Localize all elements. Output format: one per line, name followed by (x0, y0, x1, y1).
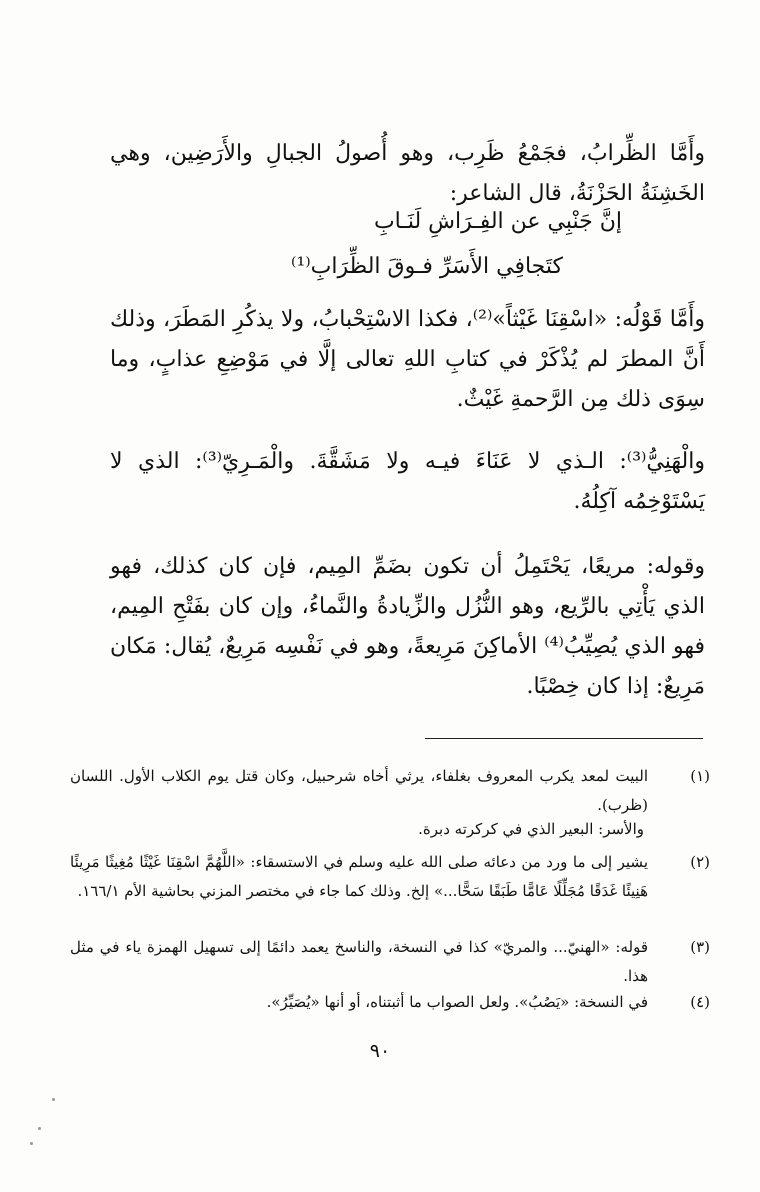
footnote-text: البيت لمعد يكرب المعروف بغلفاء، يرثي أخاه شرحبيل، وكان قتل يوم الكلاب الأول. اللسان (ظرب). (70, 767, 648, 814)
page-number: ٩٠ (369, 1040, 391, 1062)
paragraph-zirab: وأَمَّا الظِّرابُ، فجَمْعُ ظَرِب، وهو أُصولُ الجبالِ والأَرَضِين، وهي الخَشِنَةُ الحَزْنَةُ، قال الشاعر: (110, 141, 705, 206)
footnote-text: يشير إلى ما ورد من دعائه صلى الله عليه وسلم في الاستسقاء: «اللَّهُمَّ اسْقِنَا غَيْثًا مُغِيثًا مَرِيئًا هَنِيئًا غَدَقًا مُجَلِّلًا عَامًّا طَبَقًا سَحًّا...» إلخ. وذلك كما جاء في مختصر المزني بحاشية الأم ١٦٦/١. (70, 853, 648, 900)
footnote-2 (70, 848, 710, 906)
footnote-number: (٤) (690, 993, 710, 1011)
scan-speck (52, 1098, 55, 1101)
scan-speck (30, 1142, 33, 1145)
footnote-1 (70, 762, 710, 820)
footnote-text: قوله: «الهنيّ... والمريّ» كذا في النسخة، والناسخ يعمد دائمًا إلى تسهيل الهمزة ياء في مثل هذا. (70, 938, 648, 985)
paragraph-isqina: وأَمَّا قَوْلُه: «اسْقِنَا غَيْثاً»⁽²⁾، فكذا الاسْتِحْبابُ، ولا يذكُرِ المَطَرَ، وذلك أَنَّ المطرَ لم يُذْكَرْ في كتابِ اللهِ تعالى إلَّا في مَوْضِعِ عذابٍ، وما سِوَى ذلك مِن الرَّحمةِ غَيْثٌ. (110, 307, 705, 412)
footnote-4 (70, 988, 710, 1017)
footnote-3 (70, 933, 710, 991)
footnote-divider (425, 738, 703, 739)
footnote-number: (١) (690, 767, 710, 785)
paragraph-mariaan: وقوله: مريعًا، يَحْتَمِلُ أن تكون بضَمِّ المِيم، فإن كان كذلك، فهو الذي يَأْتِي بالرِّيع، وهو النُّزُل والزِّيادةُ والنَّماءُ، وإن كان بفَتْحِ المِيم، فهو الذي يُصِيِّبُ⁽⁴⁾ الأماكِنَ مَرِيعةً، وهو في نَفْسِه مَرِيعٌ، يُقال: مَكان مَرِيعٌ: إذا كان خِصْبًا. (110, 554, 706, 699)
verse-line-1: إنَّ جَنْبِي عن الفِـرَاشِ لَنَـابِ (373, 209, 622, 234)
verse-line-2: كتَجافِي الأَسَرِّ فـوقَ الظِّرَابِ⁽¹⁾ (291, 254, 563, 279)
paragraph-hani-mari: والْهَنِيُّ⁽³⁾: الـذي لا عَنَاءَ فيـه ولا مَشَقَّةَ. والْمَـرِيّ⁽³⁾: الذي لا يَسْتَوْخِمُه آكِلُهُ. (110, 449, 705, 514)
footnote-text: في النسخة: «يَصُبُ». ولعل الصواب ما أثبتناه، أو أنها «يُصَيِّرُ». (266, 993, 648, 1011)
footnote-1-sub: والأسر: البعير الذي في كركرته دبرة. (418, 820, 644, 838)
footnote-number: (٣) (690, 938, 710, 956)
footnote-number: (٢) (690, 853, 710, 871)
scan-speck (38, 1127, 41, 1130)
